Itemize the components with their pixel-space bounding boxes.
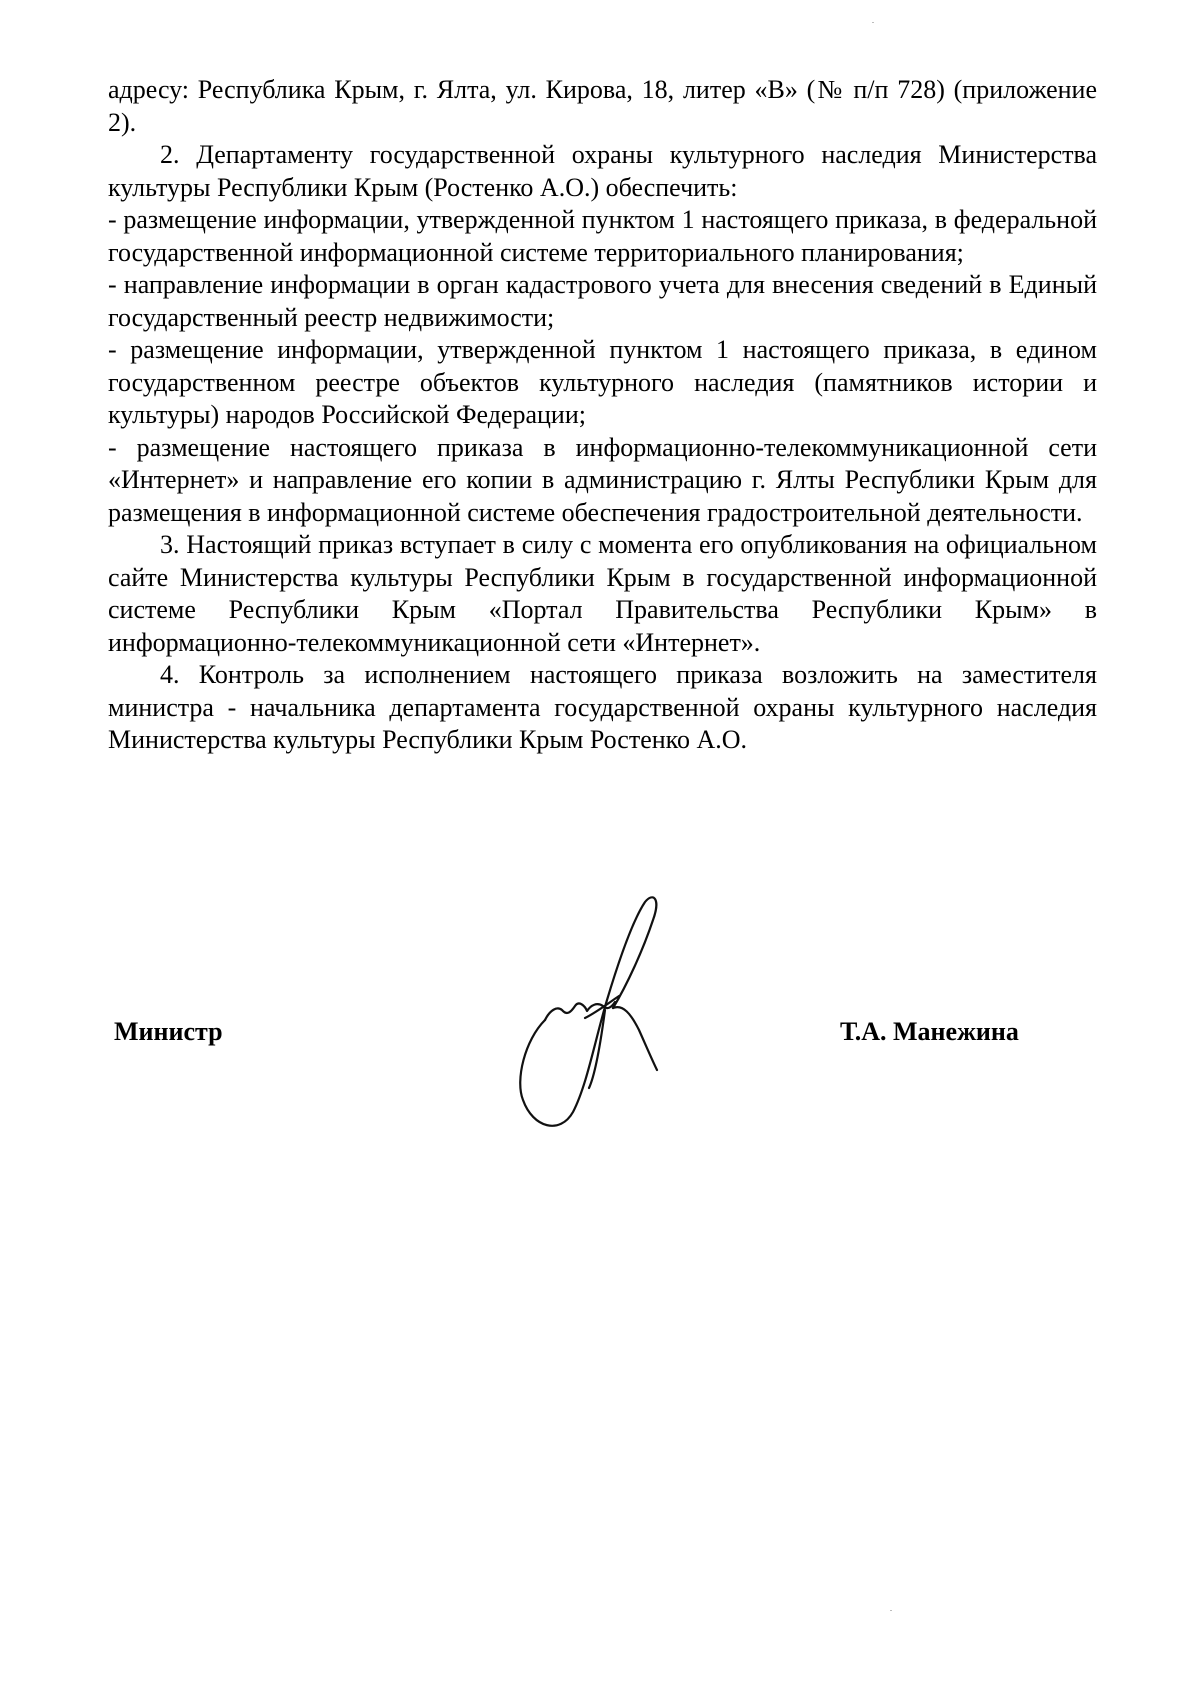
handwritten-signature	[515, 890, 705, 1140]
scan-speck	[890, 1610, 892, 1611]
scan-speck	[872, 22, 874, 23]
paragraph-item-2: 2. Департаменту государственной охраны культурного наследия Министерства культуры Республики Крым (Ростенко А.О.) обеспечить:	[108, 140, 1097, 202]
paragraph-bullet-4: - размещение настоящего приказа в информационно-телекоммуникационной сети «Интернет» и направление его копии в администрацию г. Ялты Республики Крым для размещения в информационной системе обеспечения градостроительной деятельности.	[108, 432, 1097, 527]
paragraph-item-3: 3. Настоящий приказ вступает в силу с момента его опубликования на официальном сайте Министерства культуры Республики Крым в государственной информационной системе Республики Крым «Портал Правительства Республики Крым» в информационно-телекоммуникационной сети «Интернет».	[108, 530, 1097, 657]
paragraph-bullet-1: - размещение информации, утвержденной пунктом 1 настоящего приказа, в федеральной государственной информационной системе территориального планирования;	[108, 205, 1097, 267]
paragraph-bullet-2: - направление информации в орган кадастрового учета для внесения сведений в Единый государственный реестр недвижимости;	[108, 270, 1097, 332]
signatory-title: Министр	[114, 1017, 223, 1046]
signatory-name: Т.А. Манежина	[840, 1017, 1019, 1046]
paragraph-address: адресу: Республика Крым, г. Ялта, ул. Кирова, 18, литер «В» (№ п/п 728) (приложение 2).	[108, 75, 1097, 137]
paragraph-item-4: 4. Контроль за исполнением настоящего приказа возложить на заместителя министра - начальника департамента государственной охраны культурного наследия Министерства культуры Республики Крым Ростенко А.О.	[108, 660, 1097, 754]
paragraph-bullet-3: - размещение информации, утвержденной пунктом 1 настоящего приказа, в едином государственном реестре объектов культурного наследия (памятников истории и культуры) народов Российской Федерации;	[108, 335, 1097, 429]
document-body	[108, 74, 1097, 757]
